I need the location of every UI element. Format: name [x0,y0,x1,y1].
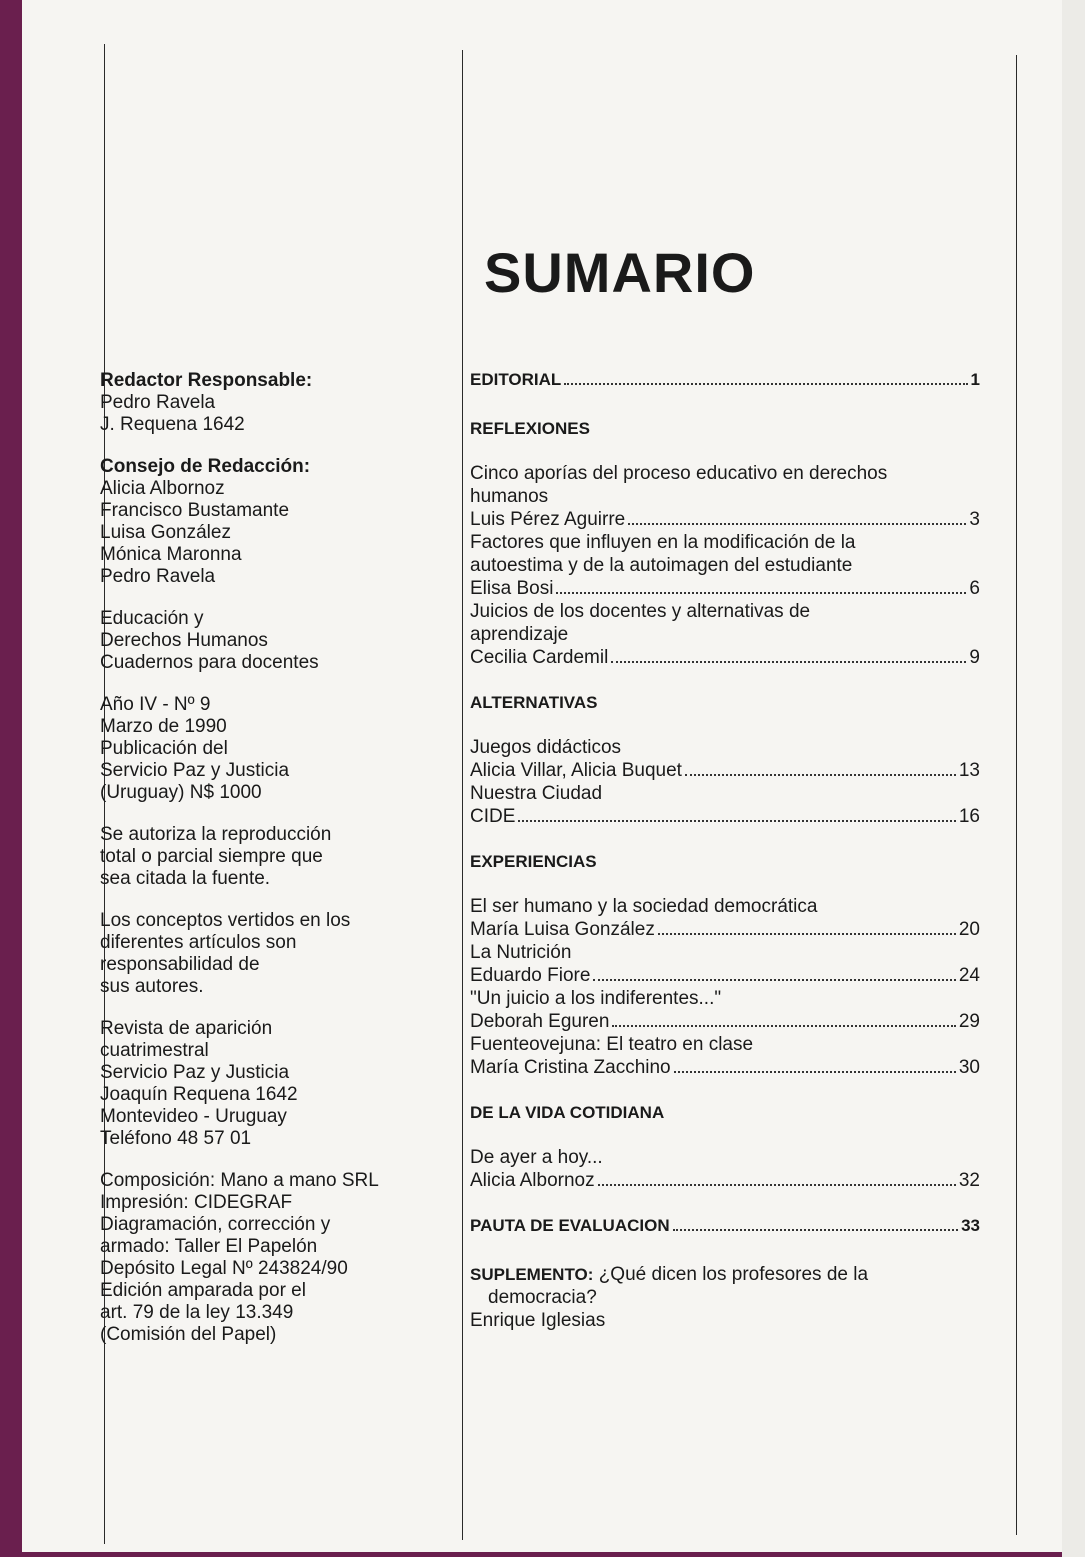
suplemento-line [470,1263,980,1286]
leader-dots [518,819,955,822]
page-number: 16 [958,806,980,827]
leader-dots [593,978,955,981]
masthead-line: Publicación del [100,738,228,759]
page-number: 13 [958,760,980,781]
page-number: 9 [969,647,980,668]
entry-title: Fuenteovejuna: El teatro en clase [470,1034,754,1055]
toc-entry[interactable] [470,1033,980,1079]
leader-dots [612,1024,955,1027]
entry-author: Cecilia Cardemil [470,647,609,668]
entry-title: Juegos didácticos [470,737,622,758]
toc-entry[interactable] [470,462,980,531]
masthead-line: Pedro Ravela [100,392,216,413]
toc-entry[interactable] [470,782,980,828]
masthead-line: sea citada la fuente. [100,868,271,889]
page-number: 3 [969,509,980,530]
table-of-contents [470,368,980,1332]
toc-entry[interactable] [470,736,980,782]
leader-dots [674,1070,956,1073]
entry-title: Nuestra Ciudad [470,783,603,804]
concepts-block [100,910,430,998]
suplemento-label: SUPLEMENTO: [470,1265,594,1284]
consejo-label: Consejo de Redacción: [100,456,311,477]
masthead-line: Los conceptos vertidos en los [100,910,351,931]
toc-entry[interactable] [470,1146,980,1192]
masthead-line: Edición amparada por el [100,1280,306,1301]
masthead-line: sus autores. [100,976,204,997]
masthead-line: Joaquín Requena 1642 [100,1084,298,1105]
entry-author-row [470,964,980,987]
entry-title: De ayer a hoy... [470,1147,603,1168]
section-heading-reflexiones: REFLEXIONES [470,419,590,438]
entry-author: Eduardo Fiore [470,965,591,986]
toc-entry[interactable] [470,895,980,941]
entry-author-row [470,1010,980,1033]
section-label: PAUTA DE EVALUACION [470,1216,670,1235]
experiencias-entries [470,895,980,1079]
redactor-block [100,370,430,436]
page-title: SUMARIO [484,241,756,304]
entry-author-row [470,577,980,600]
entry-author: Luis Pérez Aguirre [470,509,626,530]
masthead-line: Depósito Legal Nº 243824/90 [100,1258,348,1279]
toc-entry[interactable] [470,987,980,1033]
masthead-line: Teléfono 48 57 01 [100,1128,252,1149]
entry-title: ¿Qué dicen los profesores de la [598,1264,869,1285]
entry-title: La Nutrición [470,942,572,963]
page-edge [1062,0,1085,1557]
masthead-line: Francisco Bustamante [100,500,290,521]
reflexiones-entries [470,462,980,669]
leader-dots [556,591,966,594]
publication-block [100,608,430,674]
entry-author-row [470,759,980,782]
center-column-rule [462,50,463,1540]
entry-title: democracia? [488,1287,597,1308]
redactor-label: Redactor Responsable: [100,370,313,391]
leader-dots [685,773,956,776]
reproduction-block [100,824,430,890]
masthead-line: cuatrimestral [100,1040,209,1061]
entry-author: María Luisa González [470,919,655,940]
section-label: EDITORIAL [470,370,562,389]
entry-author: Alicia Villar, Alicia Buquet [470,760,682,781]
leader-dots [611,660,966,663]
masthead-line: Marzo de 1990 [100,716,227,737]
masthead-line: Luisa González [100,522,231,543]
entry-author: Enrique Iglesias [470,1310,606,1331]
entry-title: "Un juicio a los indiferentes..." [470,988,722,1009]
leader-dots [673,1228,958,1231]
entry-title: aprendizaje [470,624,569,645]
contact-block [100,1018,430,1150]
masthead-line: diferentes artículos son [100,932,297,953]
toc-suplemento[interactable] [470,1263,980,1332]
page-number: 6 [969,578,980,599]
entry-title: Factores que influyen en la modificación de la [470,532,856,553]
entry-author: María Cristina Zacchino [470,1057,671,1078]
leader-dots [564,382,967,385]
entry-author: Elisa Bosi [470,578,554,599]
entry-title: humanos [470,486,549,507]
section-heading-vida-cotidiana: DE LA VIDA COTIDIANA [470,1103,665,1122]
masthead-line: J. Requena 1642 [100,414,245,435]
masthead-line: art. 79 de la ley 13.349 [100,1302,294,1323]
entry-title: Cinco aporías del proceso educativo en derechos [470,463,888,484]
entry-title: Juicios de los docentes y alternativas de [470,601,811,622]
masthead-line: armado: Taller El Papelón [100,1236,318,1257]
masthead-line: Revista de aparición [100,1018,273,1039]
entry-author: Alicia Albornoz [470,1170,595,1191]
masthead-line: Montevideo - Uruguay [100,1106,287,1127]
page-number: 24 [958,965,980,986]
masthead-line: Composición: Mano a mano SRL [100,1170,379,1191]
page-number: 32 [958,1170,980,1191]
consejo-block [100,456,430,588]
entry-title: El ser humano y la sociedad democrática [470,896,818,917]
masthead-line: Mónica Maronna [100,544,242,565]
masthead-column [100,370,430,1366]
leader-dots [628,522,966,525]
leader-dots [598,1183,956,1186]
masthead-line: Se autoriza la reproducción [100,824,332,845]
credits-block [100,1170,430,1346]
alternativas-entries [470,736,980,828]
masthead-line: Alicia Albornoz [100,478,225,499]
masthead-line: Cuadernos para docentes [100,652,319,673]
leader-dots [658,932,956,935]
toc-entry[interactable] [470,531,980,600]
right-column-rule [1016,55,1017,1535]
entry-author: Deborah Eguren [470,1011,610,1032]
masthead-line: (Comisión del Papel) [100,1324,277,1345]
masthead-line: Educación y [100,608,204,629]
page-number: 29 [958,1011,980,1032]
masthead-line: Diagramación, corrección y [100,1214,331,1235]
masthead-line: Servicio Paz y Justicia [100,1062,290,1083]
masthead-line: Año IV - Nº 9 [100,694,211,715]
toc-pauta[interactable] [470,1214,980,1237]
vida-entries [470,1146,980,1192]
masthead-line: Derechos Humanos [100,630,268,651]
entry-author: CIDE [470,806,516,827]
issue-block [100,694,430,804]
masthead-line: total o parcial siempre que [100,846,323,867]
page-number: 33 [961,1216,980,1235]
masthead-line: Servicio Paz y Justicia [100,760,290,781]
entry-author-row [470,805,980,828]
entry-author-row [470,1056,980,1079]
entry-author-row [470,646,980,669]
entry-author-row [470,1169,980,1192]
section-heading-alternativas: ALTERNATIVAS [470,693,598,712]
entry-author-row [470,508,980,531]
toc-entry[interactable] [470,941,980,987]
entry-title: autoestima y de la autoimagen del estudiante [470,555,853,576]
masthead-line: (Uruguay) N$ 1000 [100,782,262,803]
masthead-line: responsabilidad de [100,954,260,975]
masthead-line: Impresión: CIDEGRAF [100,1192,293,1213]
toc-editorial[interactable] [470,368,980,391]
masthead-line: Pedro Ravela [100,566,216,587]
page-number: 30 [958,1057,980,1078]
page-number: 1 [970,370,980,389]
section-heading-experiencias: EXPERIENCIAS [470,852,597,871]
toc-entry[interactable] [470,600,980,669]
entry-author-row [470,918,980,941]
page-number: 20 [958,919,980,940]
